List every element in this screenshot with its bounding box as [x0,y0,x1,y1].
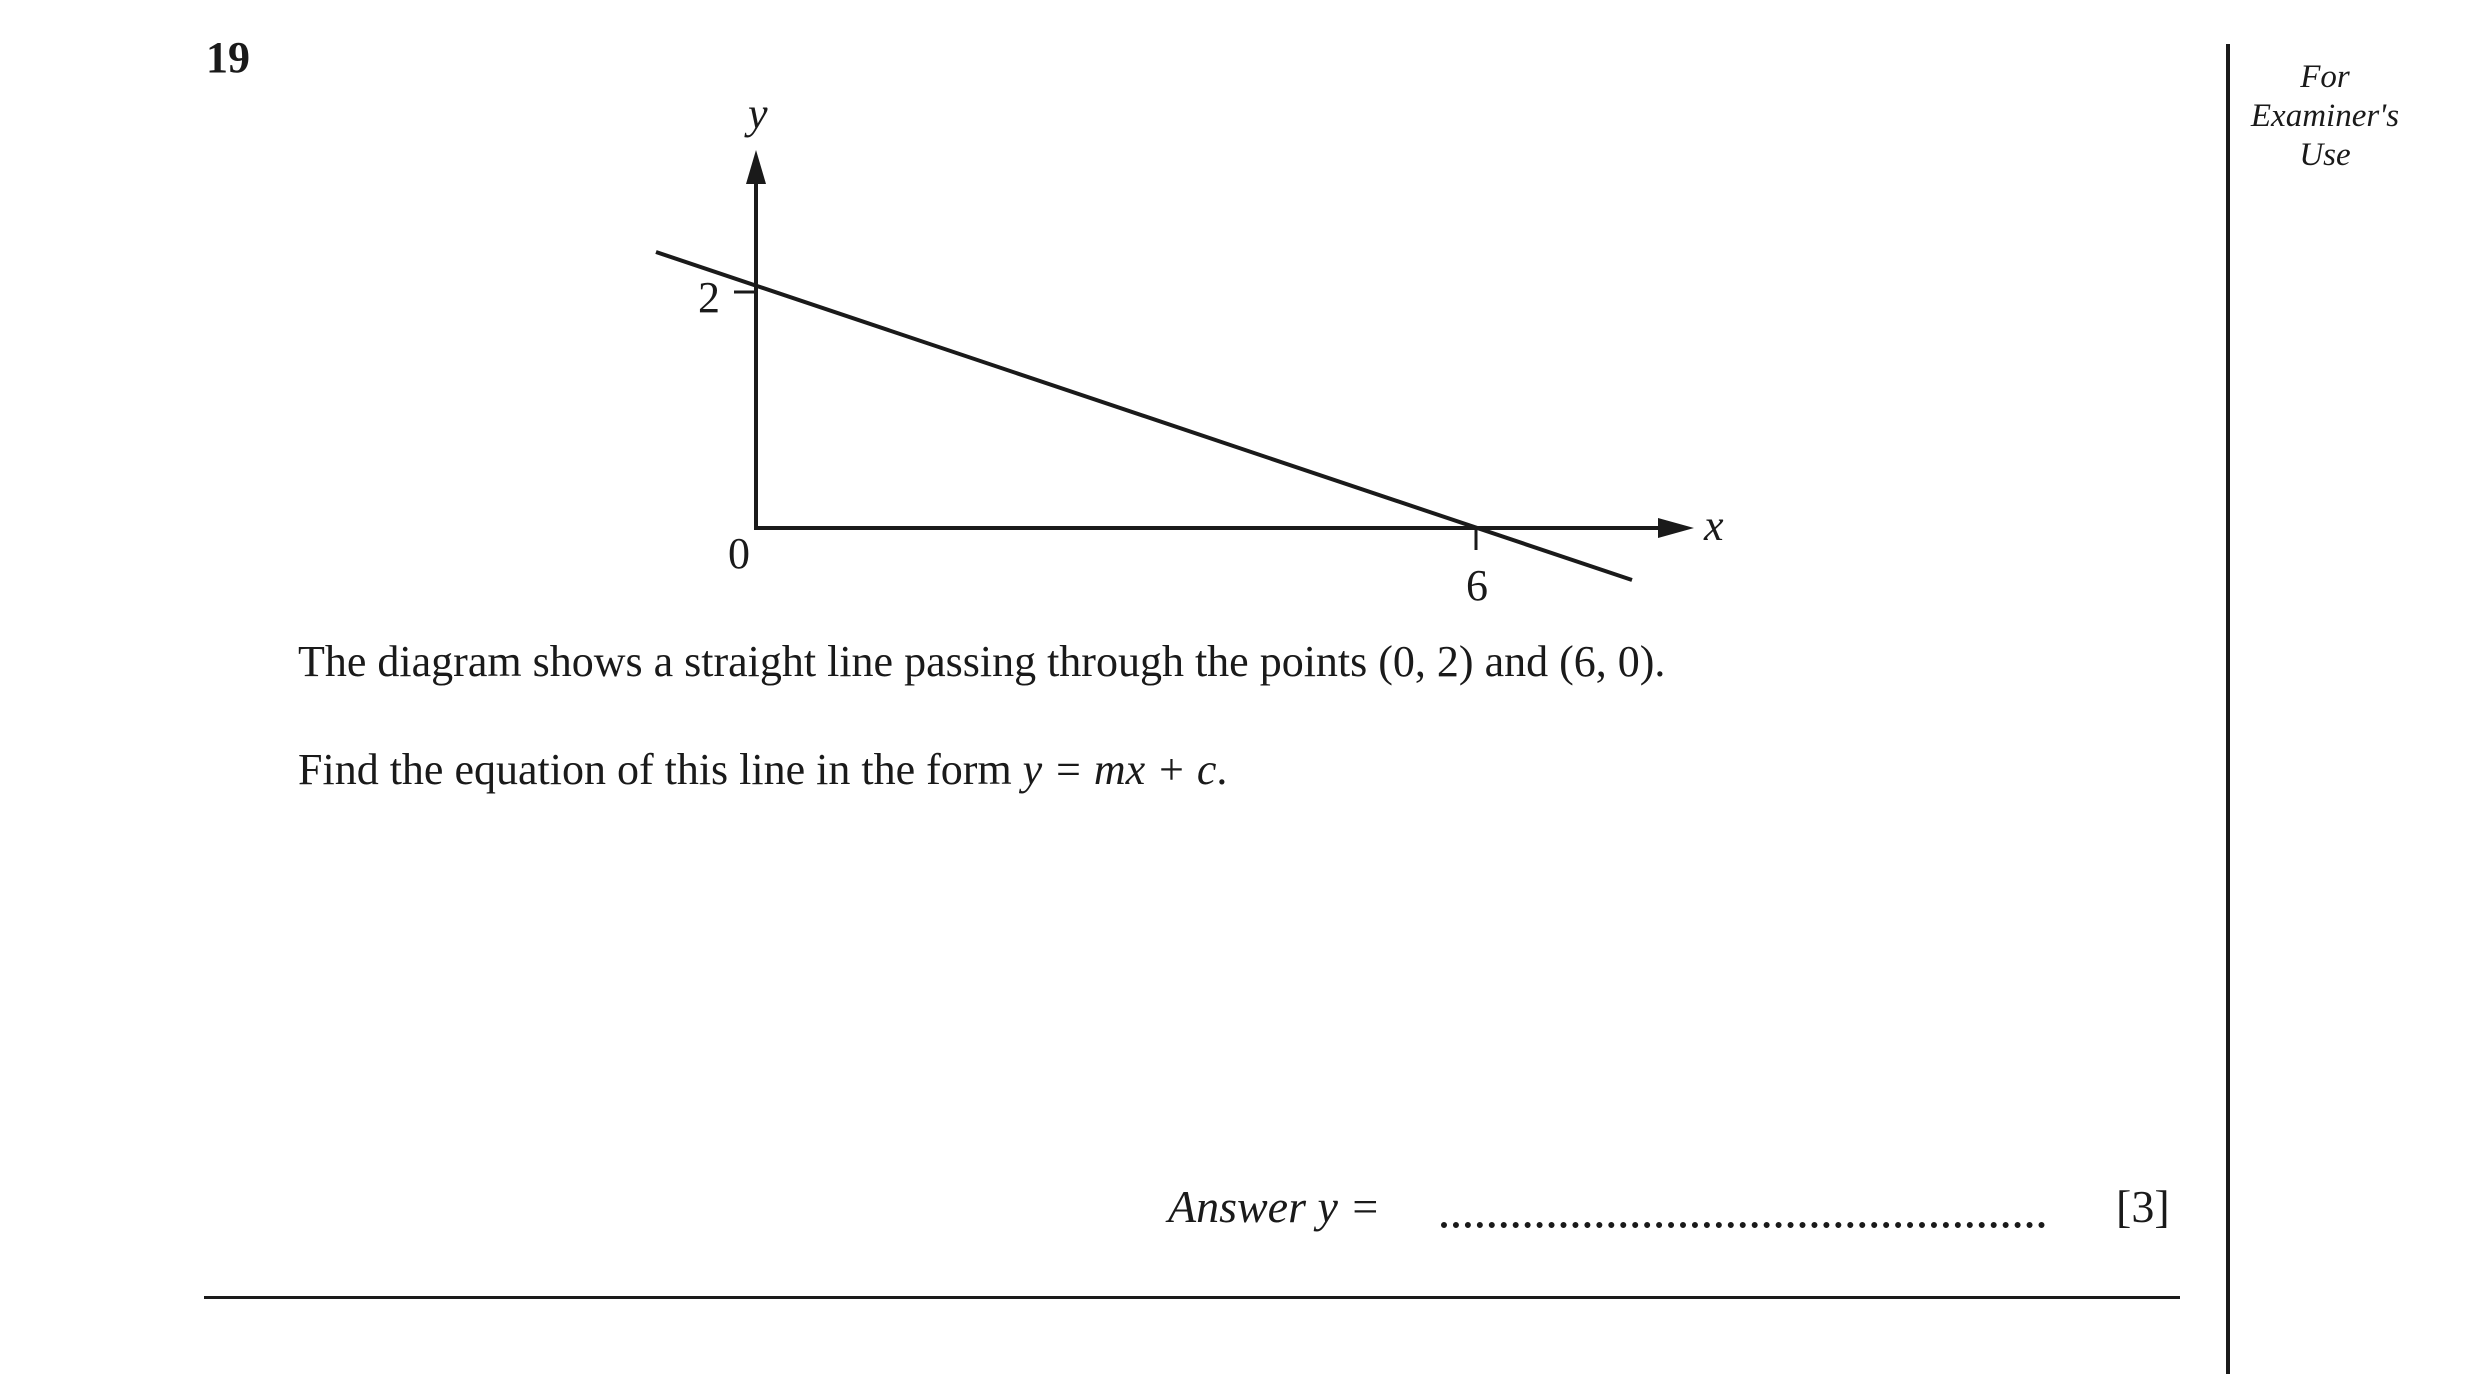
question-stem-line-1: The diagram shows a straight line passing through the points (0, 2) and (6, 0). [298,637,1666,686]
marks-available: [3] [2116,1181,2170,1232]
x-intercept-label: 6 [1466,561,1488,610]
y-axis-label: y [748,89,768,138]
question-number: 19 [206,33,250,82]
question-end-rule [204,1296,2180,1299]
stem-equation: y = mx + c [1022,745,1217,794]
examiner-line-3: Use [2299,137,2351,173]
examiner-line-2: Examiner's [2250,98,2400,134]
stem-text: Find the equation of this line in the form [298,745,1023,794]
y-axis-arrow [746,150,766,184]
straight-line [656,252,1632,580]
examiner-line-1: For [2300,59,2350,95]
x-axis-arrow [1658,518,1694,538]
answer-label: Answer y = [1168,1181,1381,1232]
origin-label: 0 [728,529,750,578]
x-axis-label: x [1704,501,1724,550]
y-intercept-label: 2 [698,273,720,322]
answer-line[interactable] [1441,1222,2045,1228]
stem-period: . [1216,745,1228,794]
question-stem-line-2 [298,745,1228,794]
